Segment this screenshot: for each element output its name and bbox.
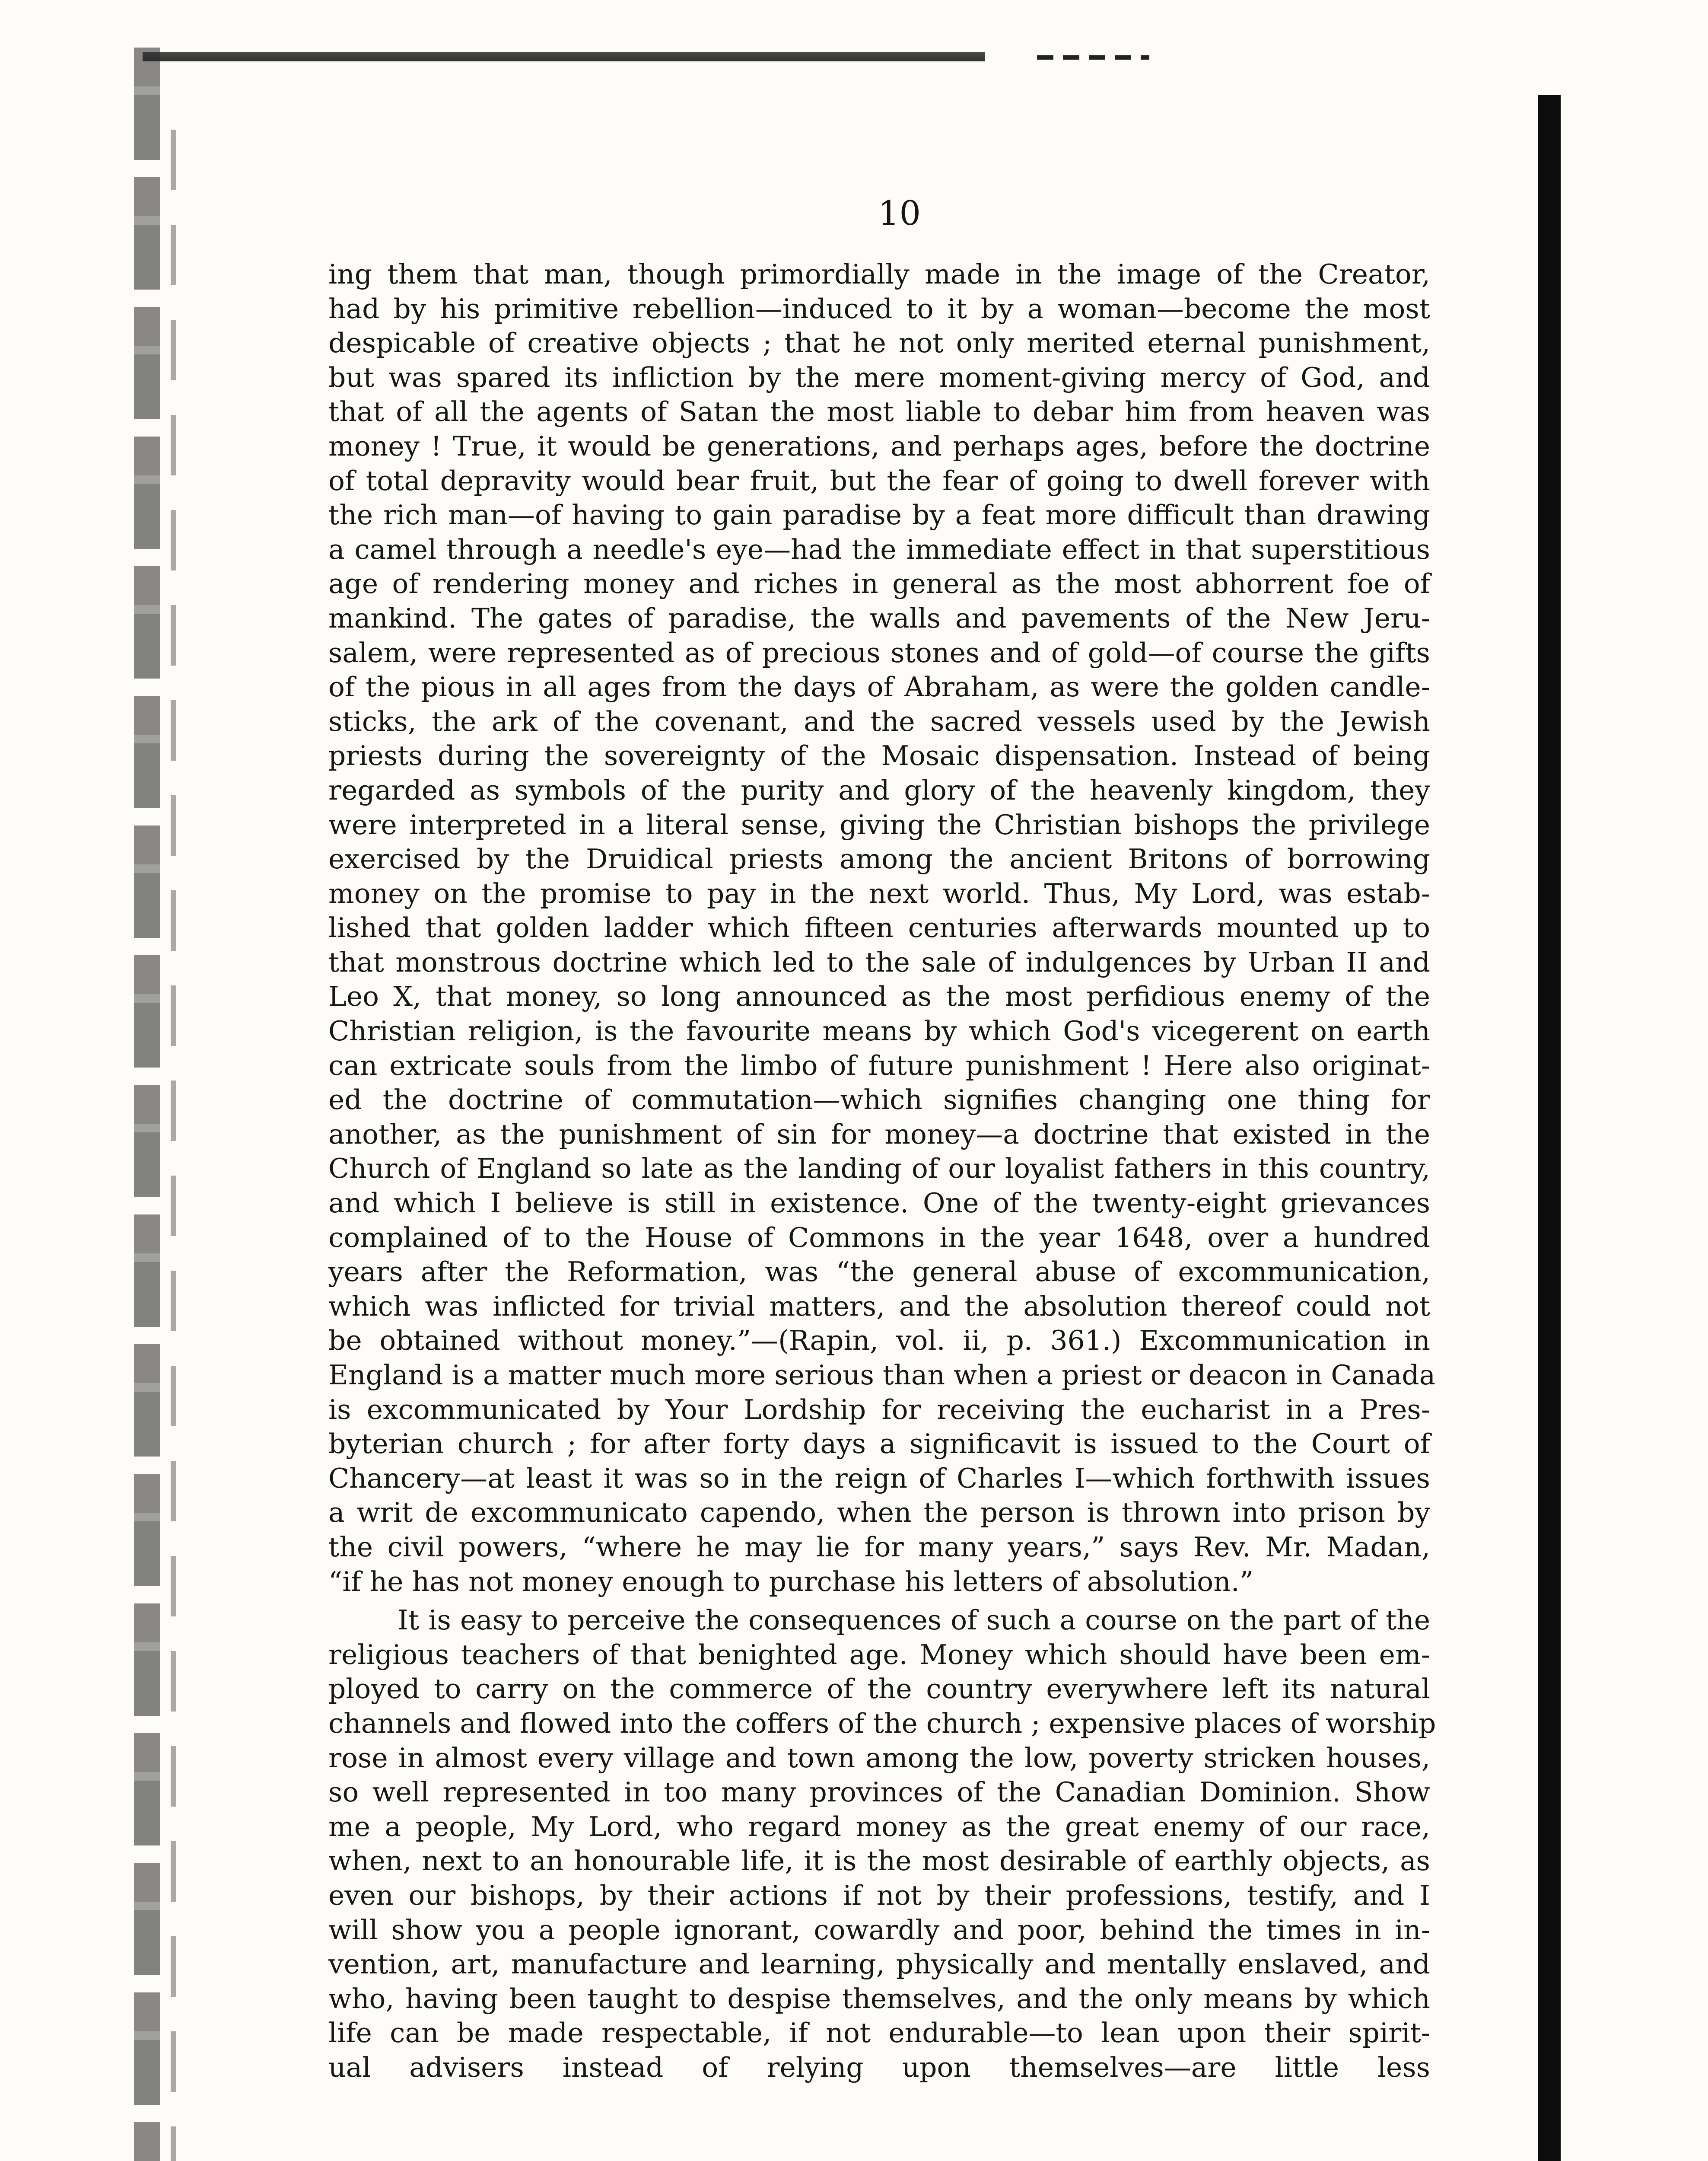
text-line: so well represented in too many provinces of the Canadian Dominion. Show [328, 1776, 1430, 1808]
text-line: vention, art, manufacture and learning, physically and mentally enslaved, and [328, 1948, 1430, 1980]
text-line: priests during the sovereignty of the Mosaic dispensation. Instead of being [328, 740, 1430, 772]
text-line: when, next to an honourable life, it is the most desirable of earthly objects, as [328, 1845, 1430, 1877]
text-line: were interpreted in a literal sense, giving the Christian bishops the privilege [328, 809, 1430, 841]
text-line: ed the doctrine of commutation—which signifies changing one thing for [328, 1084, 1430, 1116]
text-line: of total depravity would bear fruit, but the fear of going to dwell forever with [328, 465, 1430, 497]
text-line: Chancery—at least it was so in the reign of Charles I—which forthwith issues [328, 1462, 1430, 1494]
text-line: sticks, the ark of the covenant, and the sacred vessels used by the Jewish [328, 705, 1430, 737]
text-line: “if he has not money enough to purchase his letters of absolution.” [328, 1565, 1253, 1597]
text-line: another, as the punishment of sin for money—a doctrine that existed in the [328, 1118, 1430, 1150]
text-line: can extricate souls from the limbo of future punishment ! Here also originat- [328, 1049, 1430, 1081]
text-line: will show you a people ignorant, cowardly and poor, behind the times in in- [328, 1914, 1430, 1946]
text-line: exercised by the Druidical priests among the ancient Britons of borrowing [328, 843, 1430, 875]
text-line: lished that golden ladder which fifteen centuries afterwards mounted up to [328, 912, 1430, 944]
text-line: rose in almost every village and town among the low, poverty stricken houses, [328, 1742, 1430, 1774]
text-line: channels and flowed into the coffers of the church ; expensive places of worship [328, 1707, 1436, 1739]
text-line: byterian church ; for after forty days a significavit is issued to the Court of [328, 1428, 1430, 1460]
text-line: ual advisers instead of relying upon themselves—are little less [328, 2051, 1430, 2083]
text-line: and which I believe is still in existence. One of the twenty-eight grievances [328, 1187, 1430, 1219]
text-line: ployed to carry on the commerce of the country everywhere left its natural [328, 1673, 1430, 1705]
text-line: mankind. The gates of paradise, the walls and pavements of the New Jeru- [328, 602, 1430, 634]
text-line: a camel through a needle's eye—had the immediate effect in that superstitious [328, 533, 1430, 565]
text-line: even our bishops, by their actions if not by their professions, testify, and I [328, 1879, 1430, 1911]
text-line: be obtained without money.”—(Rapin, vol. ii, p. 361.) Excommunication in [328, 1325, 1430, 1357]
scan-top-dashes [1037, 55, 1149, 60]
text-line: salem, were represented as of precious stones and of gold—of course the gifts [328, 637, 1430, 669]
text-line: the rich man—of having to gain paradise by a feat more difficult than drawing [328, 499, 1430, 531]
text-line: Christian religion, is the favourite means by which God's vicegerent on earth [328, 1015, 1430, 1047]
text-line: who, having been taught to despise themselves, and the only means by which [328, 1983, 1430, 2014]
text-line: me a people, My Lord, who regard money as the great enemy of our race, [328, 1810, 1430, 1842]
text-line: despicable of creative objects ; that he not only merited eternal punishment, [328, 327, 1430, 359]
text-line: a writ de excommunicato capendo, when the person is thrown into prison by [328, 1497, 1430, 1529]
text-line: is excommunicated by Your Lordship for receiving the eucharist in a Pres- [328, 1393, 1430, 1425]
text-line: regarded as symbols of the purity and glory of the heavenly kingdom, they [328, 774, 1430, 806]
scan-top-rule [143, 52, 985, 61]
text-line: that monstrous doctrine which led to the sale of indulgences by Urban II and [328, 946, 1430, 978]
text-line: which was inflicted for trivial matters, and the absolution thereof could not [328, 1290, 1430, 1322]
text-line: that of all the agents of Satan the most liable to debar him from heaven was [328, 396, 1430, 428]
text-line: ing them that man, though primordially made in the image of the Creator, [328, 258, 1430, 290]
text-line: of the pious in all ages from the days of Abraham, as were the golden candle- [328, 671, 1430, 703]
text-line: money on the promise to pay in the next world. Thus, My Lord, was estab- [328, 877, 1430, 909]
text-line: the civil powers, “where he may lie for many years,” says Rev. Mr. Madan, [328, 1531, 1430, 1563]
text-line: Leo X, that money, so long announced as the most perfidious enemy of the [328, 981, 1430, 1013]
text-line: religious teachers of that benighted age. Money which should have been em- [328, 1638, 1430, 1670]
text-line: Church of England so late as the landing of our loyalist fathers in this country, [328, 1153, 1430, 1185]
body-text [328, 257, 1436, 2085]
text-line: money ! True, it would be generations, and perhaps ages, before the doctrine [328, 430, 1430, 462]
text-line: had by his primitive rebellion—induced to it by a woman—become the most [328, 293, 1430, 325]
text-line: It is easy to perceive the consequences of such a course on the part of the [398, 1604, 1430, 1636]
text-line: life can be made respectable, if not endurable—to lean upon their spirit- [328, 2017, 1430, 2049]
scan-left-edge [134, 48, 160, 2161]
text-line: age of rendering money and riches in general as the most abhorrent foe of [328, 568, 1430, 600]
text-line: England is a matter much more serious than when a priest or deacon in Canada [328, 1359, 1436, 1391]
page-number: 10 [878, 194, 921, 233]
text-line: but was spared its infliction by the mere moment-giving mercy of God, and [328, 361, 1430, 393]
text-line: complained of to the House of Commons in the year 1648, over a hundred [328, 1221, 1430, 1253]
scan-left-edge-thin [171, 130, 176, 2161]
scan-right-bar [1538, 95, 1561, 2161]
text-line: years after the Reformation, was “the general abuse of excommunication, [328, 1256, 1430, 1288]
